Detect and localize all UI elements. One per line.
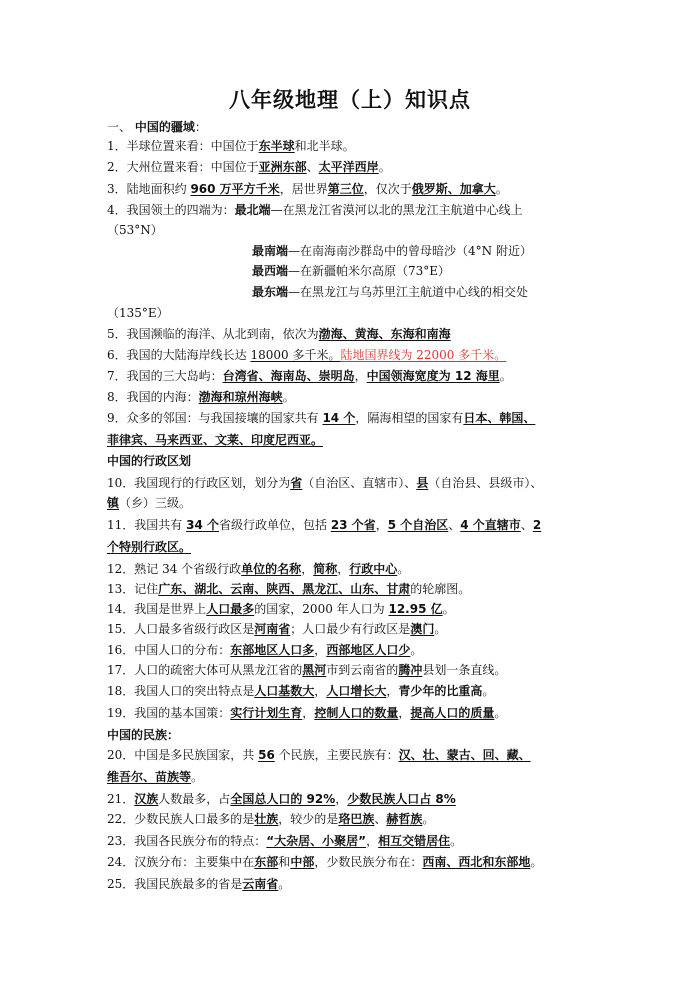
text-line	[107, 661, 612, 681]
text-line	[107, 580, 612, 600]
text-line	[107, 516, 612, 536]
text-segment: （乡）三级。	[119, 496, 192, 510]
key-term: 中部	[290, 855, 315, 869]
text-segment: 的轮廓图。	[410, 582, 471, 596]
text-line	[252, 262, 612, 282]
text-segment: 13．记住	[107, 582, 159, 596]
text-segment: （135°E）	[107, 306, 169, 320]
key-term: 5 个自治区	[387, 518, 449, 532]
text-segment: 。	[278, 877, 291, 891]
text-line	[107, 388, 612, 408]
key-term: 少数民族人口占 8%	[347, 792, 456, 806]
text-line	[107, 875, 612, 895]
text-line	[107, 746, 612, 766]
key-term: 广东、湖北、云南、陕西、黑龙江、山东、甘肃	[158, 582, 411, 596]
text-segment: ，	[354, 369, 367, 383]
text-segment: 。	[482, 684, 495, 698]
key-term: 12.95 亿	[388, 602, 443, 616]
key-term: “大杂居、小聚居”	[266, 834, 367, 848]
key-term: 台湾省、海南岛、崇明岛	[222, 369, 355, 383]
text-line	[252, 283, 612, 303]
text-line	[107, 431, 612, 451]
text-segment: 。	[434, 622, 447, 636]
key-term: 中国的民族：	[107, 728, 180, 742]
text-segment: 7．我国的三大岛屿：	[107, 369, 223, 383]
key-term: 东部	[254, 855, 279, 869]
key-term: 人口最多	[206, 602, 255, 616]
text-segment: 。	[191, 770, 204, 784]
text-segment: （自治县、县级市）、	[428, 476, 543, 490]
text-segment: ，居世界	[279, 182, 328, 196]
text-segment: 9．众多的邻国：与我国接壤的国家共有	[107, 411, 323, 425]
text-segment: —在新疆帕米尔高原（73°E）	[288, 264, 451, 278]
text-segment: 。	[410, 643, 423, 657]
text-segment: 4．我国领土的四端为：	[107, 203, 235, 217]
text-segment: 、	[520, 518, 533, 532]
key-term: 4 个直辖市	[460, 518, 521, 532]
key-term: 人口增长大	[326, 684, 387, 698]
text-segment: 15．人口最多省级行政区是	[107, 622, 255, 636]
key-term: 西南、西北和东部地	[422, 855, 531, 869]
key-term: 镇	[107, 496, 120, 510]
key-term: 最北端	[234, 203, 271, 217]
text-segment: 县划一条直线。	[422, 663, 507, 677]
text-segment: —在黑龙江与乌苏里江主航道中心线的相交处	[288, 285, 529, 299]
key-term: 实行计划生育	[230, 706, 303, 720]
key-term: 960 万平方千米	[190, 182, 280, 196]
text-segment: 人数最多，占	[158, 792, 231, 806]
key-term: 青少年的比重高	[398, 684, 483, 698]
text-segment: 。	[530, 855, 543, 869]
key-term: 简称	[313, 562, 338, 576]
text-segment: —在南海南沙群岛中的曾母暗沙（4°N 附近）	[288, 244, 532, 258]
text-segment: ，隔海相望的国家有	[355, 411, 464, 425]
text-line	[107, 600, 612, 620]
text-segment: ，仅次于	[363, 182, 412, 196]
text-segment: 17．人口的疏密大体可从黑龙江省的	[107, 663, 303, 677]
key-term: 中国的行政区划	[107, 454, 192, 468]
key-term: 赫哲族	[386, 812, 423, 826]
text-segment: 。	[499, 369, 512, 383]
text-segment: 。	[442, 602, 455, 616]
text-line	[107, 790, 612, 810]
text-segment: ，	[302, 706, 315, 720]
text-line	[107, 304, 612, 324]
text-segment: ，	[301, 562, 314, 576]
text-segment: 。	[450, 834, 463, 848]
text-line	[107, 620, 612, 640]
key-term: 行政中心	[349, 562, 398, 576]
text-segment: 19．我国的基本国策：	[107, 706, 231, 720]
text-segment: 10．我国现行的行政区划，划分为	[107, 476, 291, 490]
text-line	[107, 221, 612, 241]
text-line	[107, 409, 612, 429]
text-line	[107, 832, 612, 852]
text-segment: 5．我国濒临的海洋、从北到南，依次为	[107, 327, 319, 341]
text-segment: ，	[335, 792, 348, 806]
text-segment: 的国家，2000 年人口为	[254, 602, 389, 616]
key-term: 黑河	[302, 663, 327, 677]
key-term: 中国领海宽度为 12 海里	[366, 369, 500, 383]
text-segment: ；人口最少有行政区是	[290, 622, 411, 636]
text-segment: —在黑龙江省漠河以北的黑龙江主航道中心线上	[270, 203, 523, 217]
text-line	[107, 853, 612, 873]
text-segment: ，	[375, 518, 388, 532]
text-line	[107, 560, 612, 580]
key-term: 个特别行政区。	[107, 540, 192, 554]
key-term: 亚洲东部	[258, 160, 307, 174]
key-term: 壮族	[254, 812, 279, 826]
text-segment: 2．大州位置来看：中国位于	[107, 160, 259, 174]
text-line	[107, 158, 612, 178]
text-segment: 1．半球位置来看：中国位于	[107, 139, 259, 153]
text-segment: 个民族，主要民族有：	[274, 748, 399, 762]
key-term: 最东端	[252, 285, 289, 299]
text-line	[107, 682, 612, 702]
text-segment: 。	[494, 706, 507, 720]
key-term: 单位的名称	[241, 562, 302, 576]
text-segment: ，	[314, 643, 327, 657]
text-line	[107, 118, 612, 138]
text-segment: 22．少数民族人口最多的是	[107, 812, 255, 826]
key-term: 腾冲	[398, 663, 423, 677]
text-segment: ，	[398, 706, 411, 720]
text-line	[107, 494, 612, 514]
text-segment: （53°N）	[107, 223, 163, 237]
key-term: 人口基数大	[254, 684, 315, 698]
text-line	[107, 810, 612, 830]
text-segment: ，少数民族分布在：	[314, 855, 423, 869]
text-line	[107, 346, 612, 366]
text-line	[107, 538, 612, 558]
text-segment: 、	[448, 518, 461, 532]
key-term: 日本、韩国、	[463, 411, 536, 425]
text-segment: 21．	[107, 792, 135, 806]
text-segment: 市到云南省的	[326, 663, 399, 677]
text-line	[252, 242, 612, 262]
text-segment: 。	[422, 812, 435, 826]
key-term: 渤海和琼州海峡	[198, 390, 283, 404]
text-segment: 16．中国人口的分布：	[107, 643, 231, 657]
text-segment: 11．我国共有	[107, 518, 187, 532]
key-term: 云南省	[242, 877, 279, 891]
text-line	[107, 641, 612, 661]
text-segment: 和北半球。	[294, 139, 355, 153]
text-line	[107, 201, 612, 221]
text-line	[107, 180, 612, 200]
text-segment: 14．我国是世界上	[107, 602, 207, 616]
key-term: 县	[416, 476, 429, 490]
text-segment: 一、	[107, 120, 135, 134]
key-term: 控制人口的数量	[314, 706, 399, 720]
text-line	[107, 726, 612, 746]
key-term: 56	[258, 748, 275, 762]
text-segment: ：	[194, 120, 207, 134]
key-term: 西部地区人口少	[326, 643, 411, 657]
key-term: 太平洋西岸	[318, 160, 379, 174]
text-segment: 省级行政单位，包括	[218, 518, 331, 532]
key-term: 相互交错居住	[378, 834, 451, 848]
text-segment: 、	[374, 812, 387, 826]
key-term: 东半球	[258, 139, 295, 153]
text-segment: 12．熟记 34 个省级行政	[107, 562, 242, 576]
key-term: 34 个	[186, 518, 219, 532]
text-segment: 18．我国人口的突出特点是	[107, 684, 255, 698]
key-term: 2	[532, 518, 542, 532]
key-term: 珞巴族	[338, 812, 375, 826]
text-segment: ，	[314, 684, 327, 698]
key-term: 中国的疆域	[134, 120, 195, 134]
key-term: 俄罗斯、加拿大	[411, 182, 496, 196]
text-segment: 。	[397, 562, 410, 576]
text-line	[107, 768, 612, 788]
text-segment: （自治区、直辖市）、	[302, 476, 417, 490]
text-segment: 。	[378, 160, 391, 174]
text-segment: 3．陆地面积约	[107, 182, 191, 196]
text-segment: 6．我国的大陆海岸线长达	[107, 348, 251, 362]
key-term: 菲律宾、马来西亚、文莱、印度尼西亚。	[107, 433, 324, 447]
key-term: 第三位	[327, 182, 364, 196]
text-segment: 18000 多千米。	[250, 348, 341, 362]
text-segment: 24．汉族分布：主要集中在	[107, 855, 255, 869]
text-segment: ，	[386, 684, 399, 698]
text-segment: ，较少的是	[278, 812, 339, 826]
key-term: 维吾尔、苗族等	[107, 770, 192, 784]
text-segment: 20．中国是多民族国家，共	[107, 748, 259, 762]
text-segment: 25．我国民族最多的省是	[107, 877, 243, 891]
text-segment: ，	[337, 562, 350, 576]
key-term: 汉、壮、蒙古、回、藏、	[398, 748, 531, 762]
key-term: 澳门	[410, 622, 435, 636]
text-segment: 8．我国的内海：	[107, 390, 199, 404]
document-title: 八年级地理（上）知识点	[229, 88, 471, 112]
key-term: 最南端	[252, 244, 289, 258]
text-line	[107, 704, 612, 724]
text-segment: 23．我国各民族分布的特点：	[107, 834, 267, 848]
key-term: 全国总人口的 92%	[230, 792, 336, 806]
text-segment: ，	[366, 834, 379, 848]
text-line	[107, 137, 612, 157]
key-term: 东部地区人口多	[230, 643, 315, 657]
text-line	[107, 367, 612, 387]
key-term: 提高人口的质量	[410, 706, 495, 720]
text-segment: 和	[278, 855, 291, 869]
text-segment: 。	[495, 182, 508, 196]
key-term: 省	[290, 476, 303, 490]
text-segment: 。	[282, 390, 295, 404]
text-segment: 、	[306, 160, 319, 174]
key-term: 汉族	[134, 792, 159, 806]
key-term: 23 个省	[330, 518, 376, 532]
text-segment: 陆地国界线为 22000 多千米。	[340, 348, 507, 362]
key-term: 最西端	[252, 264, 289, 278]
text-line	[107, 325, 612, 345]
key-term: 河南省	[254, 622, 291, 636]
text-line	[107, 452, 612, 472]
key-term: 渤海、黄海、东海和南海	[318, 327, 451, 341]
key-term: 14 个	[322, 411, 356, 425]
text-line	[107, 474, 612, 494]
